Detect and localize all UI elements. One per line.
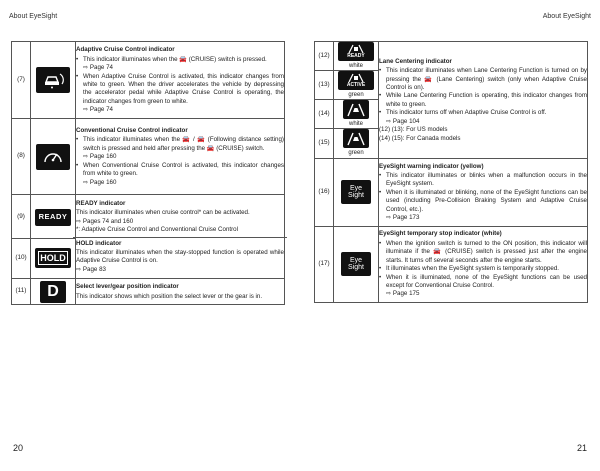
table-row <box>315 42 588 71</box>
left-indicator-table <box>11 41 285 305</box>
ready-icon: READY <box>35 209 71 226</box>
indicator-title: Select lever/gear position indicator <box>76 283 179 291</box>
right-indicator-table <box>314 41 588 303</box>
row-number: (14) <box>315 100 334 129</box>
indicator-title: Conventional Cruise Control indicator <box>76 127 188 135</box>
indicator-title: EyeSight temporary stop indicator (white) <box>379 230 502 238</box>
row-number: (11) <box>12 279 31 305</box>
list-item: This indicator illuminates when the stay-stopped function is operated while Adaptive Cruise Control is on. <box>76 248 284 265</box>
indicator-color-label: white <box>348 121 363 128</box>
list-item: • This indicator illuminates or blinks when a malfunction occurs in the EyeSight system. <box>379 172 587 189</box>
table-row <box>12 119 285 195</box>
page-reference: ⇨ Page 83 <box>76 265 106 273</box>
page-reference: ⇨ Page 74 <box>83 106 113 114</box>
page-reference: ⇨ Page 160 <box>83 153 117 161</box>
list-item: • When it is illuminated or blinking, none of the EyeSight functions can be used (including Pre-Collision Braking System and Adaptive Cruise Control, etc.). <box>379 189 587 214</box>
list-item: • This indicator illuminates when the 🚘 (CRUISE) switch is pressed. <box>76 56 284 64</box>
row-number: (8) <box>12 119 31 195</box>
table-row <box>315 158 588 226</box>
running-header-right: About EyeSight <box>542 13 591 20</box>
table-row <box>12 279 285 305</box>
page-reference: ⇨ Page 104 <box>386 117 420 125</box>
lane-centering-active-icon: ACTIVE <box>338 71 374 90</box>
list-item: • When Conventional Cruise Control is activated, this indicator changes from white to green. <box>76 162 284 179</box>
list-item: This indicator shows which position the select lever or the gear is in. <box>76 292 263 300</box>
row-number: (17) <box>315 226 334 302</box>
row-number: (7) <box>12 42 31 119</box>
list-item: • This indicator turns off when Adaptive Cruise Control is off. <box>379 109 587 117</box>
adaptive-cruise-control-icon <box>36 67 70 93</box>
page-reference: ⇨ Page 175 <box>386 290 420 298</box>
eyesight-temporary-stop-icon: Eye Sight <box>341 252 371 276</box>
select-lever-gear-position-icon: D <box>40 281 66 303</box>
row-number: (13) <box>315 71 334 100</box>
list-item: • When it is illuminated, none of the EyeSight functions can be used except for Conventional Cruise Control. <box>379 274 587 291</box>
model-note: (14) (15): For Canada models <box>379 134 461 142</box>
list-item: • While Lane Centering Function is operating, this indicator changes from white to green. <box>379 92 587 109</box>
list-item: • It illuminates when the EyeSight system is temporarily stopped. <box>379 265 587 273</box>
conventional-cruise-control-icon <box>36 144 70 170</box>
page-number-left: 20 <box>13 443 24 453</box>
page-reference: ⇨ Page 160 <box>83 178 117 186</box>
page-reference: ⇨ Page 74 <box>83 64 113 72</box>
table-row <box>12 42 285 119</box>
row-number: (12) <box>315 42 334 71</box>
hold-icon: HOLD <box>35 248 71 268</box>
indicator-color-label: white <box>348 63 363 69</box>
indicator-color-label: green <box>348 92 364 99</box>
row-number: (16) <box>315 158 334 226</box>
page-reference: ⇨ Pages 74 and 160 <box>76 217 134 225</box>
list-item: • When Adaptive Cruise Control is activated, this indicator changes from white to green. When the driver accelerates the vehicle by depressing the accelerator pedal while Adaptive Cruise Control is operating, the indicator changes from green to white. <box>76 73 284 107</box>
indicator-title: Adaptive Cruise Control indicator <box>76 46 175 54</box>
list-item: • When the ignition switch is turned to the ON position, this indicator will illuminate if the 🚘 (CRUISE) switch is pressed just after the engine starts. It turns off several seconds after the engine starts. <box>379 240 587 265</box>
row-number: (15) <box>315 129 334 158</box>
footnote: *: Adaptive Cruise Control and Conventional Cruise Control <box>76 226 238 234</box>
lane-centering-icon <box>343 129 369 148</box>
row-number: (9) <box>17 213 25 220</box>
indicator-title: Lane Centering indicator <box>379 57 452 65</box>
row-number: (10) <box>15 254 27 261</box>
list-item: • This indicator illuminates when Lane Centering Function is turned on by pressing the 🚘 (Lane Centering) switch (only when Adaptive Cruise Control is on). <box>379 67 587 92</box>
indicator-title: HOLD indicator <box>76 239 122 247</box>
indicator-color-label: green <box>348 150 364 157</box>
table-row <box>315 226 588 302</box>
model-note: (12) (13): For US models <box>379 126 448 134</box>
indicator-title: EyeSight warning indicator (yellow) <box>379 162 484 170</box>
list-item: This indicator illuminates when cruise control* can be activated. <box>76 209 250 217</box>
running-header-left: About EyeSight <box>9 13 58 20</box>
page-reference: ⇨ Page 173 <box>386 214 420 222</box>
lane-centering-ready-icon: READY <box>338 42 374 61</box>
indicator-title: READY indicator <box>76 199 126 207</box>
page-number-right: 21 <box>576 443 587 453</box>
lane-centering-icon <box>343 100 369 119</box>
eyesight-warning-icon: Eye Sight <box>341 180 371 204</box>
list-item: • This indicator illuminates when the 🚘 / 🚘 (Following distance setting) switch is pressed and held after pressing the 🚘 (CRUISE) switch. <box>76 136 284 153</box>
